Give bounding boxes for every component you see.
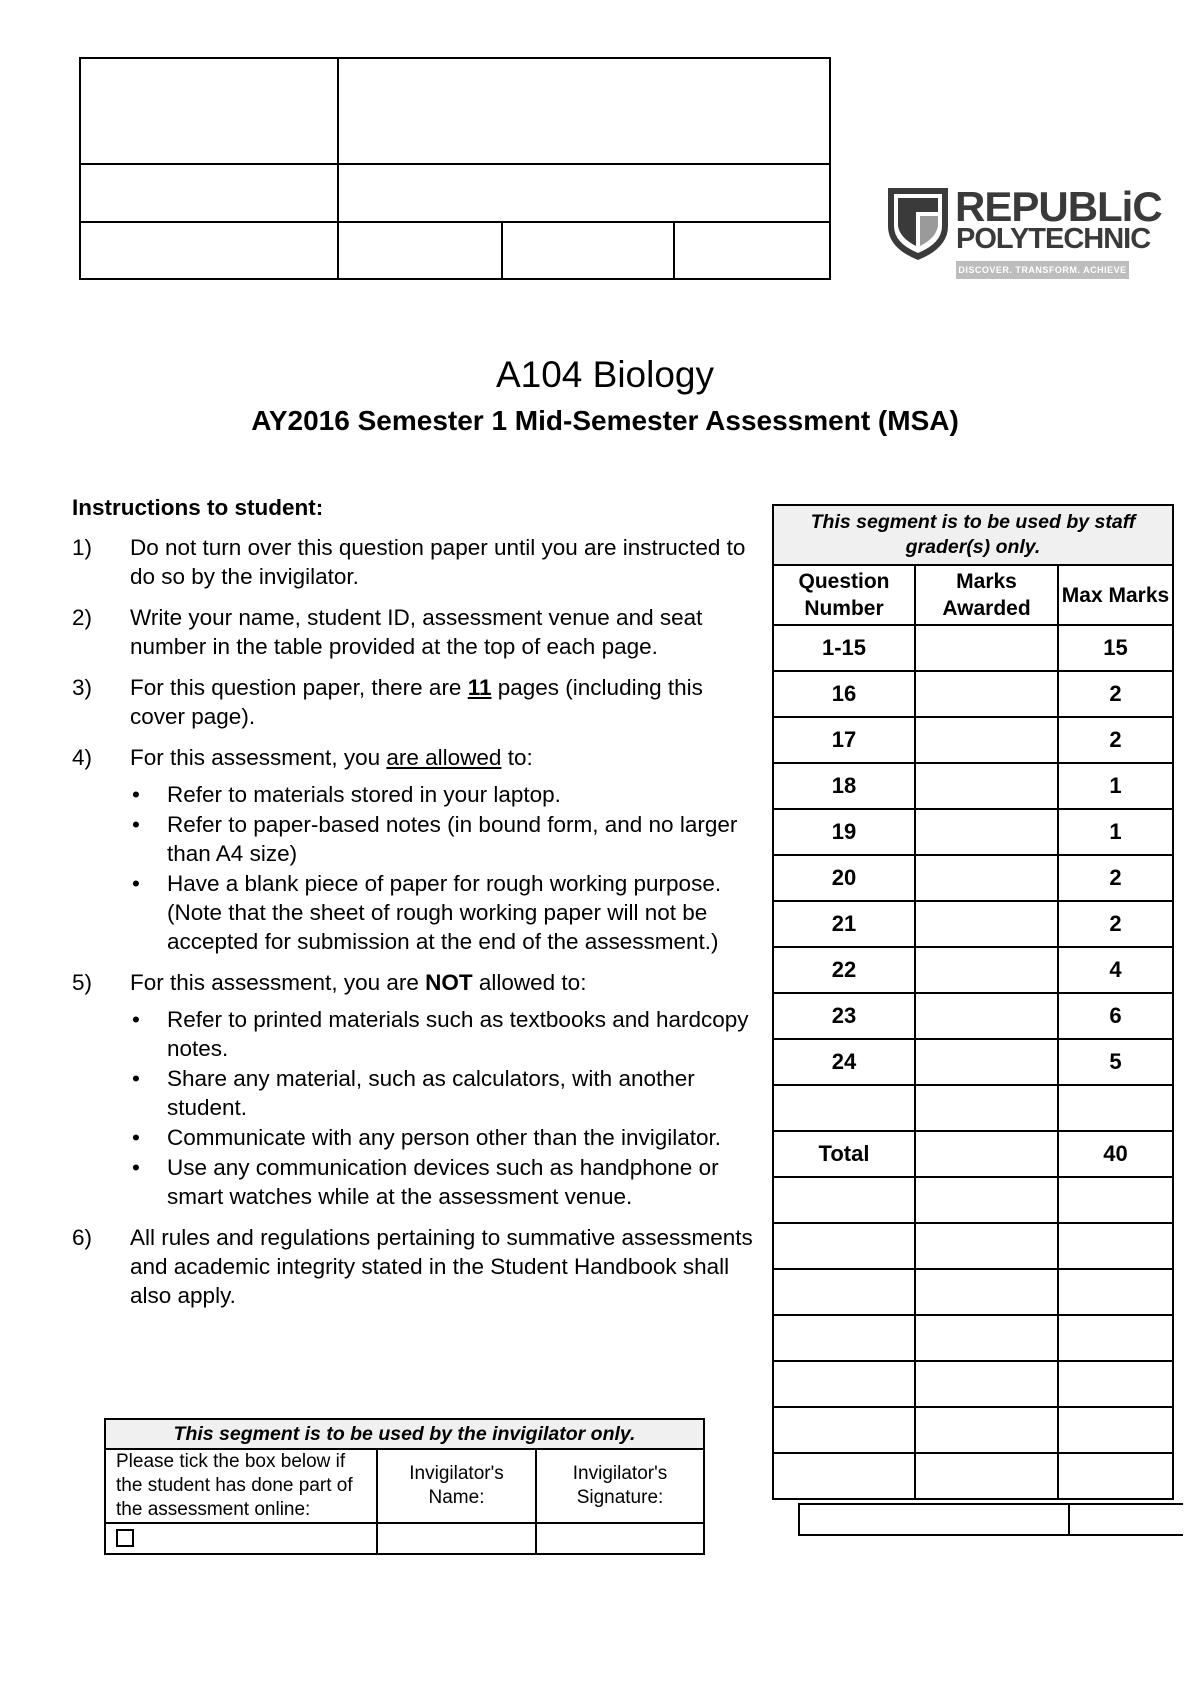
max-marks-cell: 1: [1058, 809, 1173, 855]
allowed-list: [130, 780, 762, 956]
instruction-text-post: to:: [501, 745, 533, 770]
bullet-text: Refer to materials stored in your laptop.: [167, 782, 561, 807]
instruction-text-post: pages (including this cover page).: [130, 675, 703, 729]
marks-awarded-cell[interactable]: [915, 1453, 1058, 1499]
instruction-number: 3): [72, 675, 93, 700]
marks-awarded-cell[interactable]: [915, 1223, 1058, 1269]
table-row: [773, 1223, 1173, 1269]
question-number-cell: 19: [773, 809, 915, 855]
table-row: [773, 855, 1173, 901]
table-row: [773, 671, 1173, 717]
max-marks-cell: 40: [1058, 1131, 1173, 1177]
bullet-text: Communicate with any person other than the invigilator.: [167, 1125, 722, 1150]
max-marks-cell: 2: [1058, 671, 1173, 717]
instruction-item: [72, 533, 762, 591]
invigilator-name-label: Invigilator's Name:: [377, 1449, 536, 1523]
logo-tagline: DISCOVER. TRANSFORM. ACHIEVE: [956, 261, 1129, 279]
marks-awarded-cell[interactable]: [915, 809, 1058, 855]
marks-rows: [773, 625, 1173, 1499]
bullet-icon: •: [132, 871, 140, 896]
marks-awarded-cell[interactable]: [915, 947, 1058, 993]
max-marks-cell: 5: [1058, 1039, 1173, 1085]
question-number-cell: [773, 1223, 915, 1269]
list-item: [130, 1153, 762, 1211]
invigilator-signature-label: Invigilator's Signature:: [536, 1449, 704, 1523]
bullet-icon: •: [132, 1155, 140, 1180]
box-divider: [673, 221, 675, 278]
table-row: [773, 1453, 1173, 1499]
instruction-item: [72, 673, 762, 731]
marks-awarded-cell[interactable]: [915, 1085, 1058, 1131]
marks-awarded-cell[interactable]: [915, 717, 1058, 763]
marks-awarded-cell[interactable]: [915, 1407, 1058, 1453]
instruction-text-pre: For this assessment, you are: [130, 970, 426, 995]
question-number-cell: 22: [773, 947, 915, 993]
table-row: [773, 1085, 1173, 1131]
list-item: [130, 1005, 762, 1063]
question-number-cell: [773, 1085, 915, 1131]
marks-awarded-cell[interactable]: [915, 671, 1058, 717]
box-divider: [501, 221, 503, 278]
max-marks-cell: [1058, 1269, 1173, 1315]
list-item: [130, 1064, 762, 1122]
footer-divider: [1068, 1505, 1070, 1534]
max-marks-cell: 2: [1058, 855, 1173, 901]
instruction-item: [72, 968, 762, 1211]
online-checkbox[interactable]: [116, 1529, 134, 1547]
max-marks-header: Max Marks: [1058, 565, 1173, 625]
invigilator-heading: This segment is to be used by the invigilator only.: [105, 1419, 704, 1449]
box-divider: [337, 59, 339, 278]
question-number-cell: [773, 1453, 915, 1499]
instructions-heading: Instructions to student:: [72, 495, 324, 520]
question-number-cell: [773, 1407, 915, 1453]
question-number-cell: 23: [773, 993, 915, 1039]
question-number-header: Question Number: [773, 565, 915, 625]
instruction-number: 1): [72, 535, 93, 560]
marks-awarded-cell[interactable]: [915, 1361, 1058, 1407]
instruction-text-pre: For this question paper, there are: [130, 675, 468, 700]
instruction-number: 2): [72, 605, 93, 630]
table-row: [773, 763, 1173, 809]
instruction-text-pre: For this assessment, you: [130, 745, 387, 770]
marks-table: [772, 504, 1174, 1500]
instruction-item: [72, 743, 762, 956]
instruction-text-post: allowed to:: [472, 970, 587, 995]
box-divider: [81, 163, 829, 165]
table-row: [773, 901, 1173, 947]
list-item: [130, 810, 762, 868]
max-marks-cell: 6: [1058, 993, 1173, 1039]
question-number-cell: 1-15: [773, 625, 915, 671]
logo-name-line2: POLYTECHNIC: [956, 223, 1151, 255]
table-row: [773, 947, 1173, 993]
bullet-text: Have a blank piece of paper for rough working purpose. (Note that the sheet of rough working paper will not be accepted for submission at the end of the assessment.): [167, 871, 722, 954]
republic-polytechnic-logo: [886, 183, 1162, 282]
student-info-box: [79, 57, 831, 280]
marks-awarded-header: Marks Awarded: [915, 565, 1058, 625]
instruction-text: All rules and regulations pertaining to summative assessments and academic integrity stated in the Student Handbook shall also apply.: [130, 1225, 753, 1308]
marks-awarded-cell[interactable]: [915, 993, 1058, 1039]
question-number-cell: [773, 1361, 915, 1407]
table-row: [773, 1269, 1173, 1315]
marks-awarded-cell[interactable]: [915, 901, 1058, 947]
course-title: A104 Biology: [495, 354, 715, 395]
question-number-cell: 24: [773, 1039, 915, 1085]
max-marks-cell: [1058, 1453, 1173, 1499]
logo-name-line1: REPUBLiC: [955, 183, 1162, 230]
instruction-number: 4): [72, 745, 93, 770]
max-marks-cell: 4: [1058, 947, 1173, 993]
bullet-icon: •: [132, 782, 140, 807]
max-marks-cell: [1058, 1085, 1173, 1131]
question-number-cell: [773, 1177, 915, 1223]
max-marks-cell: [1058, 1361, 1173, 1407]
marks-awarded-cell[interactable]: [915, 855, 1058, 901]
marks-awarded-cell[interactable]: [915, 1315, 1058, 1361]
list-item: [130, 869, 762, 956]
shield-icon: [886, 186, 950, 262]
max-marks-cell: [1058, 1223, 1173, 1269]
table-row: [773, 809, 1173, 855]
question-number-cell: 17: [773, 717, 915, 763]
max-marks-cell: [1058, 1177, 1173, 1223]
instructions: [72, 493, 762, 1322]
table-row: [773, 625, 1173, 671]
max-marks-cell: [1058, 1407, 1173, 1453]
marks-awarded-cell[interactable]: [915, 1039, 1058, 1085]
allowed-emphasis: are allowed: [386, 745, 502, 770]
question-number-cell: Total: [773, 1131, 915, 1177]
question-number-cell: 16: [773, 671, 915, 717]
marks-awarded-cell[interactable]: [915, 1269, 1058, 1315]
question-number-cell: [773, 1315, 915, 1361]
tick-cell: [105, 1523, 377, 1554]
max-marks-cell: [1058, 1315, 1173, 1361]
staff-heading: This segment is to be used by staff grader(s) only.: [773, 505, 1173, 565]
table-row: [773, 1039, 1173, 1085]
table-row: [773, 993, 1173, 1039]
table-row: [773, 1361, 1173, 1407]
question-number-cell: [773, 1269, 915, 1315]
box-divider: [81, 221, 829, 223]
instruction-text: Do not turn over this question paper until you are instructed to do so by the invigilator.: [130, 535, 746, 589]
instruction-item: [72, 1223, 762, 1310]
page-footer-box: [798, 1503, 1183, 1536]
invigilator-name-cell[interactable]: [377, 1523, 536, 1554]
table-row: [773, 1315, 1173, 1361]
list-item: [130, 780, 762, 809]
bullet-icon: •: [132, 1066, 140, 1091]
max-marks-cell: 2: [1058, 717, 1173, 763]
table-row: [773, 1407, 1173, 1453]
marks-awarded-cell[interactable]: [915, 763, 1058, 809]
page-count: 11: [467, 675, 492, 700]
bullet-icon: •: [132, 1007, 140, 1032]
instruction-item: [72, 603, 762, 661]
invigilator-signature-cell[interactable]: [536, 1523, 704, 1554]
bullet-text: Refer to paper-based notes (in bound form, and no larger than A4 size): [167, 812, 738, 866]
question-number-cell: 18: [773, 763, 915, 809]
table-row: [773, 1177, 1173, 1223]
marks-awarded-cell[interactable]: [915, 1177, 1058, 1223]
max-marks-cell: 1: [1058, 763, 1173, 809]
table-row: [773, 717, 1173, 763]
question-number-cell: 21: [773, 901, 915, 947]
instruction-number: 6): [72, 1225, 93, 1250]
marks-awarded-cell[interactable]: [915, 1131, 1058, 1177]
not-emphasis: NOT: [425, 970, 473, 995]
tick-instruction: Please tick the box below if the student has done part of the assessment online:: [105, 1449, 377, 1523]
not-allowed-list: [130, 1005, 762, 1211]
list-item: [130, 1123, 762, 1152]
max-marks-cell: 2: [1058, 901, 1173, 947]
instruction-text: Write your name, student ID, assessment venue and seat number in the table provided at the top of each page.: [130, 605, 703, 659]
bullet-icon: •: [132, 1125, 140, 1150]
marks-awarded-cell[interactable]: [915, 625, 1058, 671]
max-marks-cell: 15: [1058, 625, 1173, 671]
bullet-text: Share any material, such as calculators, with another student.: [167, 1066, 695, 1120]
table-row: [773, 1131, 1173, 1177]
bullet-icon: •: [132, 812, 140, 837]
question-number-cell: 20: [773, 855, 915, 901]
bullet-text: Refer to printed materials such as textbooks and hardcopy notes.: [167, 1007, 749, 1061]
invigilator-table: [104, 1418, 705, 1555]
instruction-number: 5): [72, 970, 93, 995]
assessment-subtitle: AY2016 Semester 1 Mid-Semester Assessment (MSA): [251, 405, 959, 436]
bullet-text: Use any communication devices such as handphone or smart watches while at the assessment venue.: [167, 1155, 719, 1209]
